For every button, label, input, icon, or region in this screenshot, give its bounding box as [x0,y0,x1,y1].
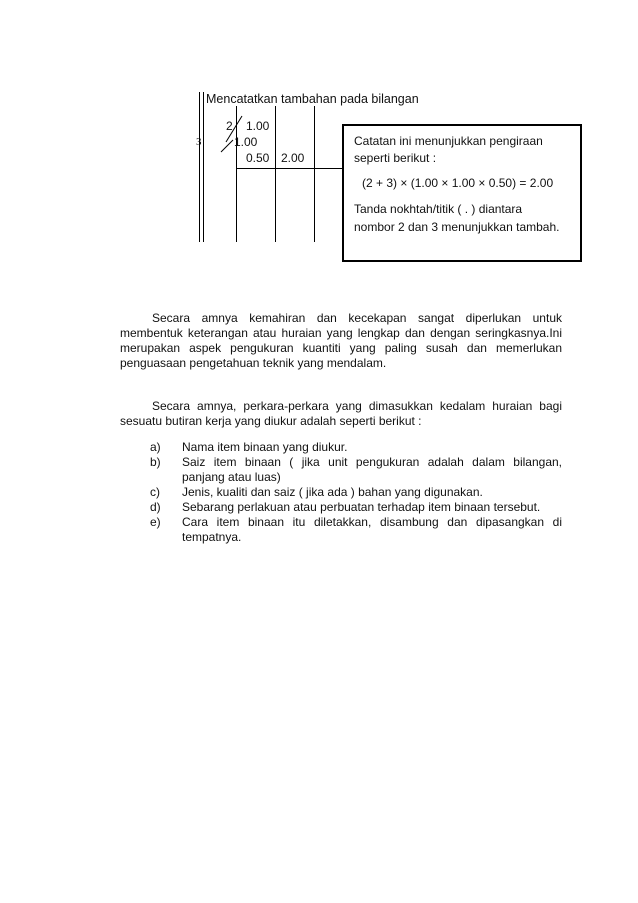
list-item-marker: a) [150,440,161,454]
list-item-marker: b) [150,455,161,469]
list-item [150,440,562,455]
tally-row3-value: 0.50 [246,151,270,165]
note-line-3: Tanda nokhtah/titik ( . ) diantara [354,202,523,216]
tally-row2-value: 1.00 [234,135,258,149]
list-item-text: Saiz item binaan ( jika unit pengukuran adalah dalam bilangan, panjang atau luas) [182,455,562,484]
tally-result: 2.00 [281,151,305,165]
list-item-text: Cara item binaan itu diletakkan, disambung dan dipasangkan di tempatnya. [182,515,562,544]
list-item [150,455,562,485]
note-line-1: Catatan ini menunjukkan pengiraan [354,134,543,148]
tally-row1-multiplier: 2 [226,119,233,133]
note-box [342,124,582,262]
list-item-marker: c) [150,485,160,499]
list-item-text: Jenis, kualiti dan saiz ( jika ada ) bahan yang digunakan. [182,485,483,499]
list-item [150,485,562,500]
paragraph-1-text: Secara amnya kemahiran dan kecekapan sangat diperlukan untuk membentuk keterangan atau huraian yang lengkap dan dengan seringkasnya.Ini merupakan aspek pengukuran kuantiti yang paling susah dan memerlukan penguasaan pengetahuan teknik yang mendalam. [120,311,562,370]
tally-rule-mid-3 [314,106,315,242]
paragraph-2 [120,399,562,429]
tally-slash-2 [221,140,233,152]
list-item-text: Sebarang perlakuan atau perbuatan terhadap item binaan tersebut. [182,500,541,514]
list-item-marker: d) [150,500,161,514]
tally-rule-left-1 [199,92,200,242]
note-formula: (2 + 3) × (1.00 × 1.00 × 0.50) = 2.00 [362,176,554,190]
tally-rule-left-2 [203,92,204,242]
note-line-4: nombor 2 dan 3 menunjukkan tambah. [354,220,560,234]
tally-row2-multiplier: 3 [196,136,202,148]
list-item [150,500,562,515]
paragraph-1 [120,311,562,371]
list-item [150,515,562,545]
tally-row1-value: 1.00 [246,119,270,133]
tally-rule-mid-2 [275,106,276,242]
note-line-2: seperti berikut : [354,151,437,165]
list-item-text: Nama item binaan yang diukur. [182,440,348,454]
tally-total-rule [236,168,342,169]
paragraph-2-text: Secara amnya, perkara-perkara yang dimasukkan kedalam huraian bagi sesuatu butiran kerja yang diukur adalah seperti berikut : [120,399,562,428]
tally-heading: Mencatatkan tambahan pada bilangan [206,92,419,106]
list-item-marker: e) [150,515,161,529]
requirements-list [150,440,562,545]
